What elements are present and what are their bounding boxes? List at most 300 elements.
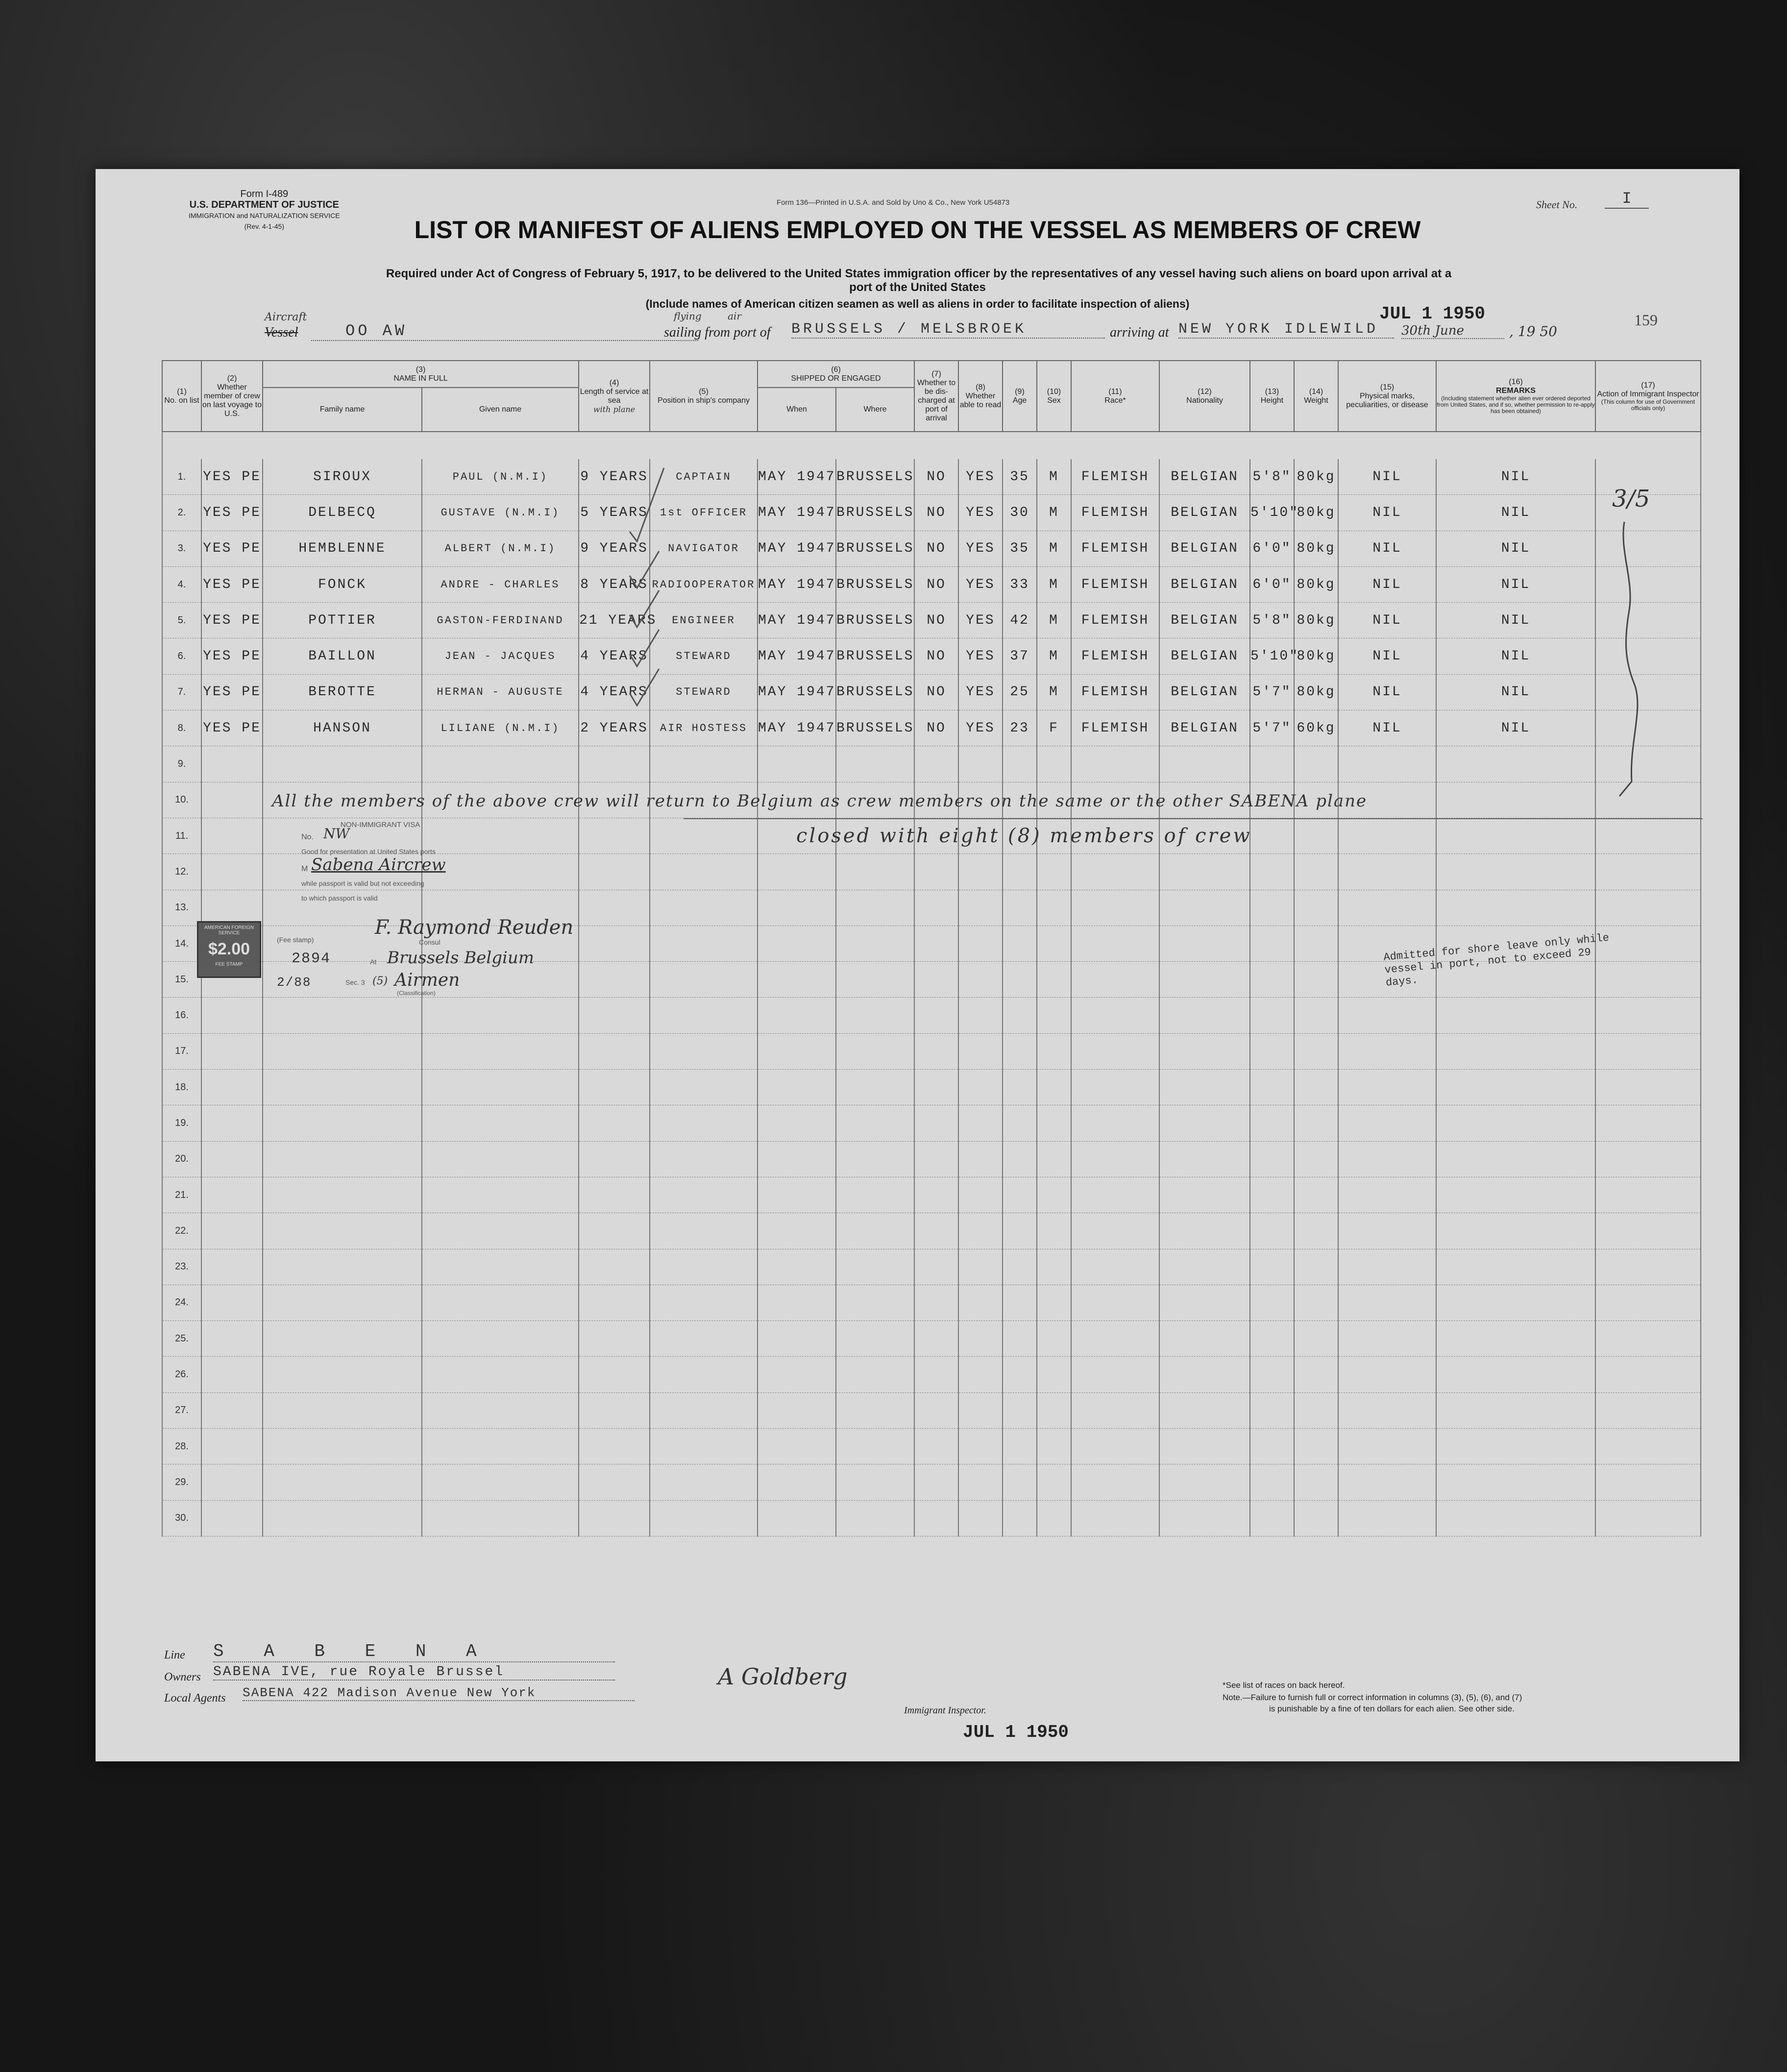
blank-cell (1159, 1177, 1250, 1213)
row-number: 5. (162, 603, 201, 638)
blank-cell (422, 1249, 579, 1285)
col-header-nationality: (12) Nationality (1159, 361, 1250, 432)
blank-cell (1037, 1105, 1071, 1141)
shipped-where-cell: BRUSSELS (836, 566, 914, 602)
blank-cell (758, 1357, 836, 1392)
line-value: S A B E N A (213, 1641, 615, 1662)
blank-cell (201, 818, 263, 853)
blank-cell (1338, 890, 1436, 926)
family-name-cell: DELBECQ (263, 495, 422, 531)
blank-cell (1071, 1321, 1159, 1357)
row-number: 25. (162, 1321, 201, 1357)
blank-cell (958, 1500, 1003, 1536)
shipped-when-cell: MAY 1947 (758, 674, 836, 710)
weight-cell: 80kg (1294, 603, 1338, 638)
blank-cell (1071, 1392, 1159, 1428)
shipped-when-cell: MAY 1947 (758, 531, 836, 566)
blank-cell (1250, 1500, 1294, 1536)
sex-cell: M (1037, 459, 1071, 495)
visa-name-value: Sabena Aircrew (311, 855, 446, 875)
row-number: 10. (162, 782, 201, 818)
blank-cell (1436, 1357, 1595, 1392)
blank-cell (1436, 998, 1595, 1033)
blank-cell (758, 1141, 836, 1177)
col-header-shipped: (6) SHIPPED OR ENGAGED (758, 361, 914, 388)
blank-cell (1159, 1285, 1250, 1320)
height-cell: 5'10" (1250, 495, 1294, 531)
blank-cell (650, 818, 758, 853)
blank-cell (579, 1464, 650, 1500)
row-number: 30. (162, 1500, 201, 1536)
blank-cell (1250, 1392, 1294, 1428)
weight-cell: 80kg (1294, 459, 1338, 495)
blank-cell (1294, 1285, 1338, 1320)
blank-cell (1595, 890, 1701, 926)
blank-cell (836, 854, 914, 890)
blank-cell (914, 890, 958, 926)
blank-cell (1003, 1285, 1037, 1320)
blank-cell (1338, 1392, 1436, 1428)
race-cell: FLEMISH (1071, 531, 1159, 566)
blank-cell (1159, 1392, 1250, 1428)
blank-cell (958, 1249, 1003, 1285)
blank-cell (914, 1070, 958, 1105)
physical-marks-cell: NIL (1338, 638, 1436, 674)
fee-stamp: AMERICAN FOREIGN SERVICE $2.00 FEE STAMP (197, 921, 261, 978)
blank-cell (914, 1105, 958, 1141)
row-number: 29. (162, 1464, 201, 1500)
crew-row (162, 638, 1701, 674)
blank-cell (836, 1213, 914, 1249)
row-number: 24. (162, 1285, 201, 1320)
shipped-when-cell: MAY 1947 (758, 710, 836, 746)
blank-cell (1071, 998, 1159, 1033)
blank-cell (1338, 1429, 1436, 1464)
blank-cell (1159, 1213, 1250, 1249)
blank-cell (1250, 1464, 1294, 1500)
blank-cell (1595, 1033, 1701, 1069)
inspector-label: Immigrant Inspector. (904, 1705, 986, 1716)
crew-row (162, 603, 1701, 638)
service-cell: 2 YEARS (579, 710, 650, 746)
blank-cell (958, 746, 1003, 782)
row-number: 18. (162, 1070, 201, 1105)
inspector-signature: A Goldberg (718, 1663, 848, 1690)
header-row-top (162, 361, 1701, 388)
col-header-position: (5) Position in ship's company (650, 361, 758, 432)
blank-cell (958, 1321, 1003, 1357)
blank-cell (1037, 1249, 1071, 1285)
blank-cell (1003, 926, 1037, 961)
height-cell: 6'0" (1250, 531, 1294, 566)
read-cell: YES (958, 566, 1003, 602)
physical-marks-cell: NIL (1338, 710, 1436, 746)
blank-cell (579, 926, 650, 961)
subtitle-line-1: Required under Act of Congress of February 5, 1917, to be delivered to the United States immigration officer by the representatives of any vessel having such aliens on board upon arrival at a (386, 267, 1452, 280)
blank-cell (1250, 1070, 1294, 1105)
last-voyage-cell: YES PE (201, 495, 263, 531)
given-name-cell: GUSTAVE (N.M.I) (422, 495, 579, 531)
height-cell: 5'8" (1250, 459, 1294, 495)
blank-cell (1436, 854, 1595, 890)
sailing-label: sailing from port of (664, 325, 771, 340)
blank-row (162, 1213, 1701, 1249)
classification-label: (Classification) (397, 990, 436, 997)
blank-cell (1436, 1249, 1595, 1285)
family-name-cell: BEROTTE (263, 674, 422, 710)
nationality-cell: BELGIAN (1159, 710, 1250, 746)
blank-cell (758, 1429, 836, 1464)
blank-cell (650, 854, 758, 890)
row-number: 2. (162, 495, 201, 531)
blank-cell (1595, 1070, 1701, 1105)
blank-cell (1071, 1033, 1159, 1069)
blank-cell (1595, 818, 1701, 853)
shipped-where-cell: BRUSSELS (836, 710, 914, 746)
blank-cell (1294, 1249, 1338, 1285)
blank-cell (1294, 1500, 1338, 1536)
blank-cell (914, 1464, 958, 1500)
col-header-family-name: Family name (263, 388, 422, 432)
age-cell: 25 (1003, 674, 1037, 710)
blank-cell (1595, 854, 1701, 890)
vessel-value: OO AW (311, 322, 698, 341)
blank-cell (650, 1500, 758, 1536)
printer-note: Form 136—Printed in U.S.A. and Sold by Uno & Co., New York U54873 (777, 198, 1010, 207)
blank-cell (201, 854, 263, 890)
service-cell: 4 YEARS (579, 674, 650, 710)
visa-line-2: while passport is valid but not exceeding (301, 879, 424, 887)
blank-cell (201, 1392, 263, 1428)
blank-cell (914, 1177, 958, 1213)
blank-cell (650, 962, 758, 998)
physical-marks-cell: NIL (1338, 674, 1436, 710)
remarks-cell: NIL (1436, 566, 1595, 602)
blank-cell (758, 1392, 836, 1428)
shipped-when-cell: MAY 1947 (758, 638, 836, 674)
visa-heading: NON-IMMIGRANT VISA (341, 821, 420, 829)
blank-cell (1159, 1033, 1250, 1069)
blank-cell (1338, 1321, 1436, 1357)
blank-cell (1071, 746, 1159, 782)
blank-cell (1037, 962, 1071, 998)
blank-cell (1071, 1464, 1159, 1500)
weight-cell: 80kg (1294, 495, 1338, 531)
remarks-cell: NIL (1436, 674, 1595, 710)
blank-cell (914, 1249, 958, 1285)
col-header-where: Where (836, 388, 914, 432)
row-number: 11. (162, 818, 201, 853)
blank-cell (422, 1141, 579, 1177)
position-cell: 1st OFFICER (650, 495, 758, 531)
blank-cell (1037, 926, 1071, 961)
col-header-read: (8) Whether able to read (958, 361, 1003, 432)
blank-cell (758, 1213, 836, 1249)
blank-cell (1250, 1033, 1294, 1069)
blank-cell (1294, 1141, 1338, 1177)
given-name-cell: HERMAN - AUGUSTE (422, 674, 579, 710)
blank-cell (650, 1177, 758, 1213)
given-name-cell: JEAN - JACQUES (422, 638, 579, 674)
blank-cell (914, 1500, 958, 1536)
col-header-remarks: (16) REMARKS (Including statement whether alien ever ordered deported from United States, and if so, whether permission to re-apply has been obtained) (1436, 361, 1595, 432)
position-cell: STEWARD (650, 674, 758, 710)
blank-cell (914, 854, 958, 890)
blank-cell (958, 1070, 1003, 1105)
blank-cell (1037, 1321, 1071, 1357)
blank-cell (201, 1500, 263, 1536)
blank-cell (1250, 1213, 1294, 1249)
closing-line (684, 818, 1703, 819)
blank-cell (579, 854, 650, 890)
blank-cell (422, 1070, 579, 1105)
blank-cell (1595, 1249, 1701, 1285)
blank-cell (1250, 998, 1294, 1033)
given-name-cell: ANDRE - CHARLES (422, 566, 579, 602)
service-cell: 5 YEARS (579, 495, 650, 531)
blank-cell (1338, 854, 1436, 890)
age-cell: 23 (1003, 710, 1037, 746)
given-name-cell: GASTON-FERDINAND (422, 603, 579, 638)
blank-cell (579, 818, 650, 853)
sheet-label: Sheet No. (1536, 198, 1578, 211)
blank-cell (650, 1357, 758, 1392)
blank-cell (422, 1429, 579, 1464)
blank-row (162, 1177, 1701, 1213)
blank-cell (579, 1213, 650, 1249)
blank-cell (836, 1141, 914, 1177)
blank-cell (201, 1429, 263, 1464)
visa-line-3: to which passport is valid (301, 894, 378, 902)
form-number: Form I-489 (240, 189, 289, 199)
blank-cell (1294, 1105, 1338, 1141)
blank-cell (201, 1321, 263, 1357)
blank-cell (1159, 890, 1250, 926)
position-cell: STEWARD (650, 638, 758, 674)
blank-cell (1037, 890, 1071, 926)
read-cell: YES (958, 531, 1003, 566)
revision: (Rev. 4-1-45) (244, 222, 284, 230)
blank-cell (836, 1033, 914, 1069)
family-name-cell: SIROUX (263, 459, 422, 495)
subtitle-line-2: port of the United States (849, 281, 986, 294)
blank-cell (758, 1070, 836, 1105)
blank-cell (1003, 1177, 1037, 1213)
shipped-when-cell: MAY 1947 (758, 566, 836, 602)
blank-cell (758, 1500, 836, 1536)
blank-cell (579, 1357, 650, 1392)
blank-cell (201, 890, 263, 926)
last-voyage-cell: YES PE (201, 603, 263, 638)
blank-cell (579, 746, 650, 782)
last-voyage-cell: YES PE (201, 459, 263, 495)
blank-cell (958, 1464, 1003, 1500)
local-agents-value: SABENA 422 Madison Avenue New York (243, 1685, 635, 1701)
blank-cell (1071, 1249, 1159, 1285)
blank-row (162, 1429, 1701, 1464)
blank-cell (201, 746, 263, 782)
blank-cell (758, 1321, 836, 1357)
blank-cell (1338, 998, 1436, 1033)
sex-cell: M (1037, 495, 1071, 531)
blank-cell (1159, 1249, 1250, 1285)
blank-cell (1159, 1464, 1250, 1500)
blank-cell (1003, 1500, 1037, 1536)
blank-cell (650, 746, 758, 782)
blank-cell (579, 1249, 650, 1285)
blank-cell (1037, 1141, 1071, 1177)
blank-cell (1003, 1141, 1037, 1177)
weight-cell: 60kg (1294, 710, 1338, 746)
consul-title: Consul (419, 938, 441, 946)
blank-cell (1071, 926, 1159, 961)
blank-cell (263, 1429, 422, 1464)
sex-cell: M (1037, 674, 1071, 710)
blank-cell (758, 926, 836, 961)
blank-cell (1159, 1105, 1250, 1141)
blank-cell (1159, 926, 1250, 961)
given-name-cell: PAUL (N.M.I) (422, 459, 579, 495)
height-cell: 6'0" (1250, 566, 1294, 602)
race-cell: FLEMISH (1071, 459, 1159, 495)
read-cell: YES (958, 710, 1003, 746)
blank-cell (914, 1392, 958, 1428)
blank-cell (201, 1464, 263, 1500)
position-cell: RADIOOPERATOR (650, 566, 758, 602)
blank-cell (836, 998, 914, 1033)
shipped-when-cell: MAY 1947 (758, 495, 836, 531)
col-header-when: When (758, 388, 836, 432)
blank-cell (1037, 998, 1071, 1033)
remarks-cell: NIL (1436, 710, 1595, 746)
col-header-age: (9) Age (1003, 361, 1037, 432)
blank-cell (1003, 962, 1037, 998)
race-cell: FLEMISH (1071, 710, 1159, 746)
blank-cell (1436, 1141, 1595, 1177)
blank-cell (1595, 1285, 1701, 1320)
discharged-cell: NO (914, 710, 958, 746)
row-number: 17. (162, 1033, 201, 1069)
blank-cell (1159, 746, 1250, 782)
weight-cell: 80kg (1294, 674, 1338, 710)
blank-cell (650, 1141, 758, 1177)
blank-cell (1294, 1429, 1338, 1464)
blank-cell (1436, 1321, 1595, 1357)
blank-cell (1071, 1429, 1159, 1464)
remarks-cell: NIL (1436, 531, 1595, 566)
blank-cell (1159, 854, 1250, 890)
blank-cell (1071, 1177, 1159, 1213)
place-value: Brussels Belgium (387, 948, 535, 968)
aircraft-note: Aircraft (265, 311, 307, 323)
blank-cell (422, 1321, 579, 1357)
blank-cell (958, 854, 1003, 890)
blank-cell (958, 1429, 1003, 1464)
blank-cell (1595, 1177, 1701, 1213)
return-note: All the members of the above crew will return to Belgium as crew members on the same or the other SABENA plane (272, 791, 1368, 811)
blank-cell (914, 998, 958, 1033)
blank-cell (1250, 1177, 1294, 1213)
blank-cell (1294, 962, 1338, 998)
air-note: air (728, 310, 741, 322)
col-header-physical-marks: (15) Physical marks, peculiarities, or disease (1338, 361, 1436, 432)
weight-cell: 80kg (1294, 638, 1338, 674)
blank-cell (1037, 1177, 1071, 1213)
col-header-name: (3) NAME IN FULL (263, 361, 579, 388)
blank-cell (650, 1249, 758, 1285)
classification-value: Airmen (394, 970, 460, 990)
blank-cell (758, 854, 836, 890)
blank-cell (1159, 1141, 1250, 1177)
position-cell: CAPTAIN (650, 459, 758, 495)
blank-cell (201, 782, 263, 818)
blank-cell (1037, 1357, 1071, 1392)
service-checkmarks (625, 468, 669, 742)
blank-cell (650, 1105, 758, 1141)
blank-cell (1436, 782, 1595, 818)
blank-cell (1436, 818, 1595, 853)
blank-cell (1037, 1464, 1071, 1500)
blank-cell (758, 1177, 836, 1213)
visa-number: 2894 (292, 951, 331, 967)
blank-cell (579, 1105, 650, 1141)
blank-cell (1595, 1392, 1701, 1428)
blank-cell (1338, 1141, 1436, 1177)
blank-cell (1294, 746, 1338, 782)
race-note: *See list of races on back hereof. (1223, 1681, 1345, 1690)
blank-cell (1294, 1321, 1338, 1357)
blank-row (162, 1392, 1701, 1428)
discharged-cell: NO (914, 566, 958, 602)
col-header-height: (13) Height (1250, 361, 1294, 432)
blank-cell (1338, 1464, 1436, 1500)
blank-cell (1003, 854, 1037, 890)
shipped-where-cell: BRUSSELS (836, 603, 914, 638)
blank-cell (422, 1285, 579, 1320)
blank-cell (422, 1392, 579, 1428)
blank-cell (1159, 1357, 1250, 1392)
penalty-note-1: Note.—Failure to furnish full or correct information in columns (3), (5), (6), and (7) (1223, 1693, 1522, 1702)
discharged-cell: NO (914, 459, 958, 495)
blank-cell (263, 1500, 422, 1536)
blank-cell (201, 1249, 263, 1285)
physical-marks-cell: NIL (1338, 495, 1436, 531)
position-cell: ENGINEER (650, 603, 758, 638)
blank-cell (836, 962, 914, 998)
blank-cell (1250, 1285, 1294, 1320)
row-number: 22. (162, 1213, 201, 1249)
blank-cell (958, 962, 1003, 998)
local-agents-label: Local Agents (164, 1692, 226, 1705)
blank-cell (579, 1429, 650, 1464)
sex-cell: M (1037, 638, 1071, 674)
blank-cell (1003, 1321, 1037, 1357)
blank-cell (1250, 1141, 1294, 1177)
blank-cell (1595, 1429, 1701, 1464)
blank-cell (1071, 1213, 1159, 1249)
blank-cell (201, 998, 263, 1033)
blank-cell (1003, 1429, 1037, 1464)
blank-cell (1071, 1285, 1159, 1320)
blank-cell (1338, 746, 1436, 782)
discharged-cell: NO (914, 531, 958, 566)
row-number: 9. (162, 746, 201, 782)
row-number: 27. (162, 1392, 201, 1428)
blank-cell (1250, 1429, 1294, 1464)
blank-cell (1294, 854, 1338, 890)
page-number: 159 (1634, 311, 1658, 329)
shipped-when-cell: MAY 1947 (758, 603, 836, 638)
